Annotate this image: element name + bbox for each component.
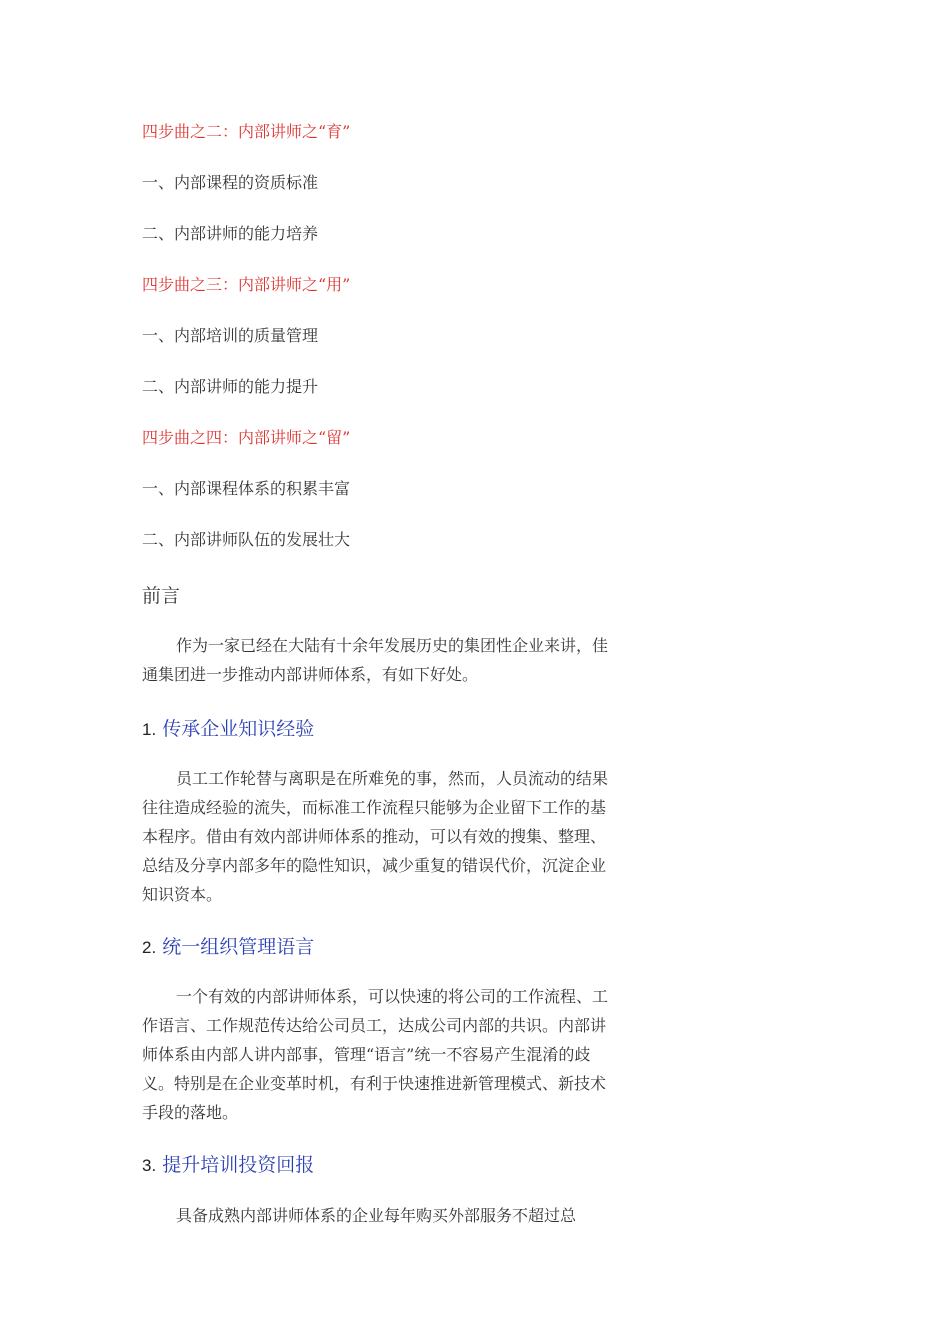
section-number: 3. [142, 1156, 157, 1175]
preface-intro-paragraph: 作为一家已经在大陆有十余年发展历史的集团性企业来讲，佳通集团进一步推动内部讲师体系，有如下好处。 [142, 636, 609, 684]
section-1-paragraph: 员工工作轮替与离职是在所难免的事，然而，人员流动的结果往往造成经验的流失，而标准工作流程只能够为企业留下工作的基本程序。借由有效内部讲师体系的推动，可以有效的搜集、整理、总结及分享内部多年的隐性知识，减少重复的错误代价，沉淀企业知识资本。 [142, 769, 609, 904]
section-3-paragraph: 具备成熟内部讲师体系的企业每年购买外部服务不超过总 [176, 1206, 577, 1225]
preface-title: 前言 [142, 585, 181, 607]
section-title: 传承企业知识经验 [162, 718, 315, 740]
outline-step-three-heading: 四步曲之三：内部讲师之“用” [142, 275, 351, 294]
outline-item: 一、内部培训的质量管理 [142, 326, 319, 345]
section-heading-3 [142, 1153, 314, 1178]
section-title: 提升培训投资回报 [162, 1154, 315, 1176]
outline-item: 一、内部课程体系的积累丰富 [142, 479, 351, 498]
outline-item: 二、内部讲师的能力培养 [142, 224, 319, 243]
section-heading-1 [142, 717, 314, 742]
section-heading-2 [142, 935, 314, 960]
section-number: 1. [142, 720, 157, 739]
outline-item: 一、内部课程的资质标准 [142, 173, 319, 192]
section-title: 统一组织管理语言 [162, 936, 315, 958]
outline-step-two-heading: 四步曲之二：内部讲师之“育” [142, 122, 351, 141]
outline-item: 二、内部讲师的能力提升 [142, 377, 319, 396]
section-number: 2. [142, 938, 157, 957]
section-2-paragraph: 一个有效的内部讲师体系，可以快速的将公司的工作流程、工作语言、工作规范传达给公司员工，达成公司内部的共识。内部讲师体系由内部人讲内部事，管理“语言”统一不容易产生混淆的歧义。特别是在企业变革时机，有利于快速推进新管理模式、新技术手段的落地。 [142, 987, 609, 1122]
outline-item: 二、内部讲师队伍的发展壮大 [142, 530, 351, 549]
outline-step-four-heading: 四步曲之四：内部讲师之“留” [142, 428, 351, 447]
